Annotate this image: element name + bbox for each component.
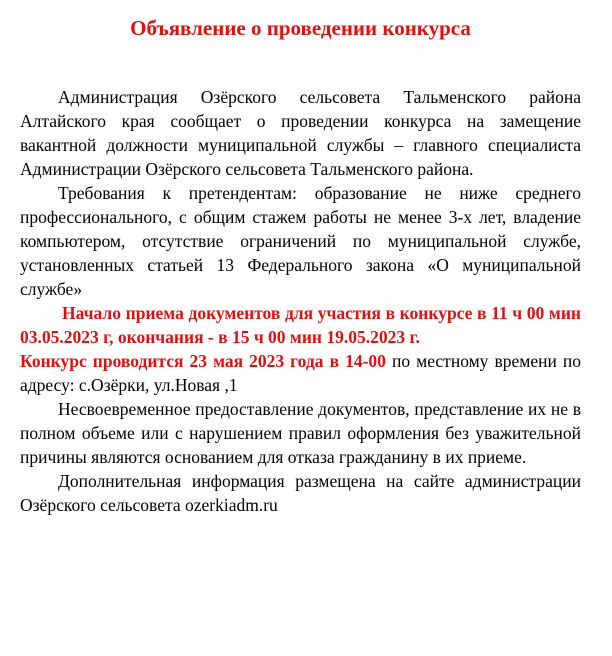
requirements-paragraph: Требования к претендентам: образование не ниже среднего профессионального, с общим стажем работы не менее 3-х лет, владение компьютером, отсутствие ограничений по муниципальной службе, установленных статьей 13 Федерального закона «О муниципальной службе» <box>20 183 581 299</box>
announcement-document <box>20 14 581 517</box>
intro-paragraph: Администрация Озёрского сельсовета Тальменского района Алтайского края сообщает о проведении конкурса на замещение вакантной должности муниципальной службы – главного специалиста Администрации Озёрского сельсовета Тальменского района. <box>20 87 581 179</box>
acceptance-dates-paragraph: Начало приема документов для участия в конкурсе в 11 ч 00 мин 03.05.2023 г, окончания - в 15 ч 00 мин 19.05.2023 г. <box>20 303 581 347</box>
page-title: Объявление о проведении конкурса <box>130 16 471 40</box>
contest-location-text: по местному времени по адресу: с.Озёрки, ул.Новая ,1 <box>20 351 581 395</box>
contest-date-highlight: Конкурс проводится 23 мая 2023 года в 14-00 <box>20 351 386 371</box>
contest-date-paragraph <box>20 349 581 397</box>
additional-info-paragraph: Дополнительная информация размещена на сайте администрации Озёрского сельсовета ozerkiadm.ru <box>20 471 581 515</box>
untimely-submission-paragraph: Несвоевременное предоставление документов, представление их не в полном объеме или с нарушением правил оформления без уважительной причины являются основанием для отказа гражданину в их приеме. <box>20 399 581 467</box>
